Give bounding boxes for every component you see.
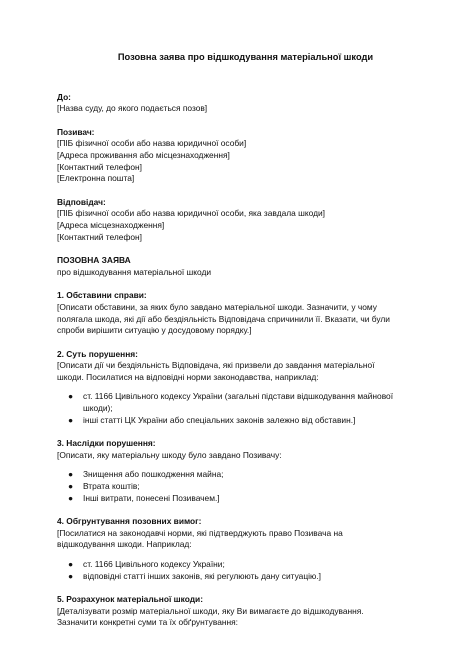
list-item bbox=[57, 571, 434, 583]
list-item-text: Знищення або пошкодження майна; bbox=[83, 469, 224, 480]
bullet-icon: ● bbox=[68, 559, 74, 569]
section-text-line: [Описати обставини, за яких було завдано матеріальної шкоди. Зазначити, у чому bbox=[57, 301, 377, 312]
bullet-list bbox=[57, 391, 434, 426]
plaintiff-phone: [Контактний телефон] bbox=[57, 161, 142, 172]
section-text-line: Зазначити конкретні суми та їх обґрунтування: bbox=[57, 617, 238, 628]
list-item bbox=[57, 481, 434, 493]
list-item-text: ст. 1166 Цивільного кодексу України (загальні підстави відшкодування майнової bbox=[83, 391, 394, 402]
list-item bbox=[57, 415, 434, 427]
list-item-text: ст. 1166 Цивільного кодексу України; bbox=[83, 559, 225, 569]
bullet-icon: ● bbox=[68, 481, 74, 492]
section-heading: 4. Обгрунтування позовних вимог: bbox=[57, 516, 202, 527]
plaintiff-address: [Адреса проживання або місцезнаходження] bbox=[57, 149, 230, 160]
plaintiff-block bbox=[57, 127, 434, 185]
list-item bbox=[57, 391, 434, 414]
bullet-icon: ● bbox=[68, 570, 74, 581]
claim-subheading: про відшкодування матеріальної шкоди bbox=[57, 266, 212, 277]
claim-heading: ПОЗОВНА ЗАЯВА bbox=[57, 255, 131, 266]
defendant-phone: [Контактний телефон] bbox=[57, 231, 142, 242]
bullet-icon: ● bbox=[68, 492, 74, 503]
plaintiff-email: [Електронна пошта] bbox=[57, 173, 135, 184]
section-text-line: спроби вирішити ситуацію у досудовому порядку.] bbox=[57, 325, 252, 336]
bullet-icon: ● bbox=[68, 469, 74, 480]
section-text-line: [Деталізувати розмір матеріальної шкоди, яку Ви вимагаєте до відшкодування. bbox=[57, 605, 364, 616]
section-violation bbox=[57, 349, 434, 427]
bullet-icon: ● bbox=[68, 391, 74, 402]
section-text-line: [Посилатися на законодавчі норми, які підтверджують право Позивача на bbox=[57, 527, 343, 538]
section-heading: 1. Обставини справи: bbox=[57, 290, 147, 301]
bullet-list bbox=[57, 559, 434, 582]
section-text-line: шкоди. Посилатися на відповідні норми законодавства, наприклад: bbox=[57, 371, 319, 382]
list-item bbox=[57, 493, 434, 505]
section-damage-calculation bbox=[57, 594, 434, 629]
list-item-text: Втрата коштів; bbox=[83, 481, 140, 492]
defendant-label: Відповідач: bbox=[57, 196, 106, 207]
section-justification bbox=[57, 516, 434, 582]
list-item-text: шкоди); bbox=[83, 403, 113, 414]
bullet-icon: ● bbox=[68, 414, 74, 425]
list-item bbox=[57, 559, 434, 571]
section-text-line: відшкодування шкоди. Наприклад: bbox=[57, 539, 192, 550]
list-item-text: Інші витрати, понесені Позивачем.] bbox=[83, 492, 220, 503]
section-text-line: полягала шкода, які дії або бездіяльність Відповідача спричинили її. Вказати, чи були bbox=[57, 313, 390, 324]
bullet-list bbox=[57, 469, 434, 504]
section-text-line: [Описати дії чи бездіяльність Відповідача, які призвели до завдання матеріальної bbox=[57, 360, 375, 371]
addressee-block bbox=[57, 92, 434, 115]
section-text-line: [Описати, яку матеріальну шкоду було завдано Позивачу: bbox=[57, 449, 282, 460]
section-heading: 2. Суть порушення: bbox=[57, 348, 138, 359]
addressee-label: До: bbox=[57, 91, 71, 102]
list-item-text: інші статті ЦК України або спеціальних законів залежно від обставин.] bbox=[83, 414, 356, 425]
list-item-text: відповідні статті інших законів, які регулюють дану ситуацію.] bbox=[83, 570, 321, 581]
plaintiff-name: [ПІБ фізичної особи або назва юридичної особи] bbox=[57, 138, 247, 149]
claim-heading-block bbox=[57, 255, 434, 278]
plaintiff-label: Позивач: bbox=[57, 126, 95, 137]
section-heading: 3. Наслідки порушення: bbox=[57, 438, 156, 449]
defendant-address: [Адреса місцезнаходження] bbox=[57, 219, 165, 230]
list-item bbox=[57, 469, 434, 481]
document-title: Позовна заява про відшкодування матеріальної шкоди bbox=[117, 52, 374, 62]
section-circumstances bbox=[57, 290, 434, 336]
defendant-name: [ПІБ фізичної особи або назва юридичної особи, яка завдала шкоди] bbox=[57, 208, 325, 219]
defendant-block bbox=[57, 197, 434, 243]
section-heading: 5. Розрахунок матеріальної шкоди: bbox=[57, 594, 203, 605]
court-name: [Назва суду, до якого подається позов] bbox=[57, 103, 208, 114]
section-consequences bbox=[57, 438, 434, 504]
